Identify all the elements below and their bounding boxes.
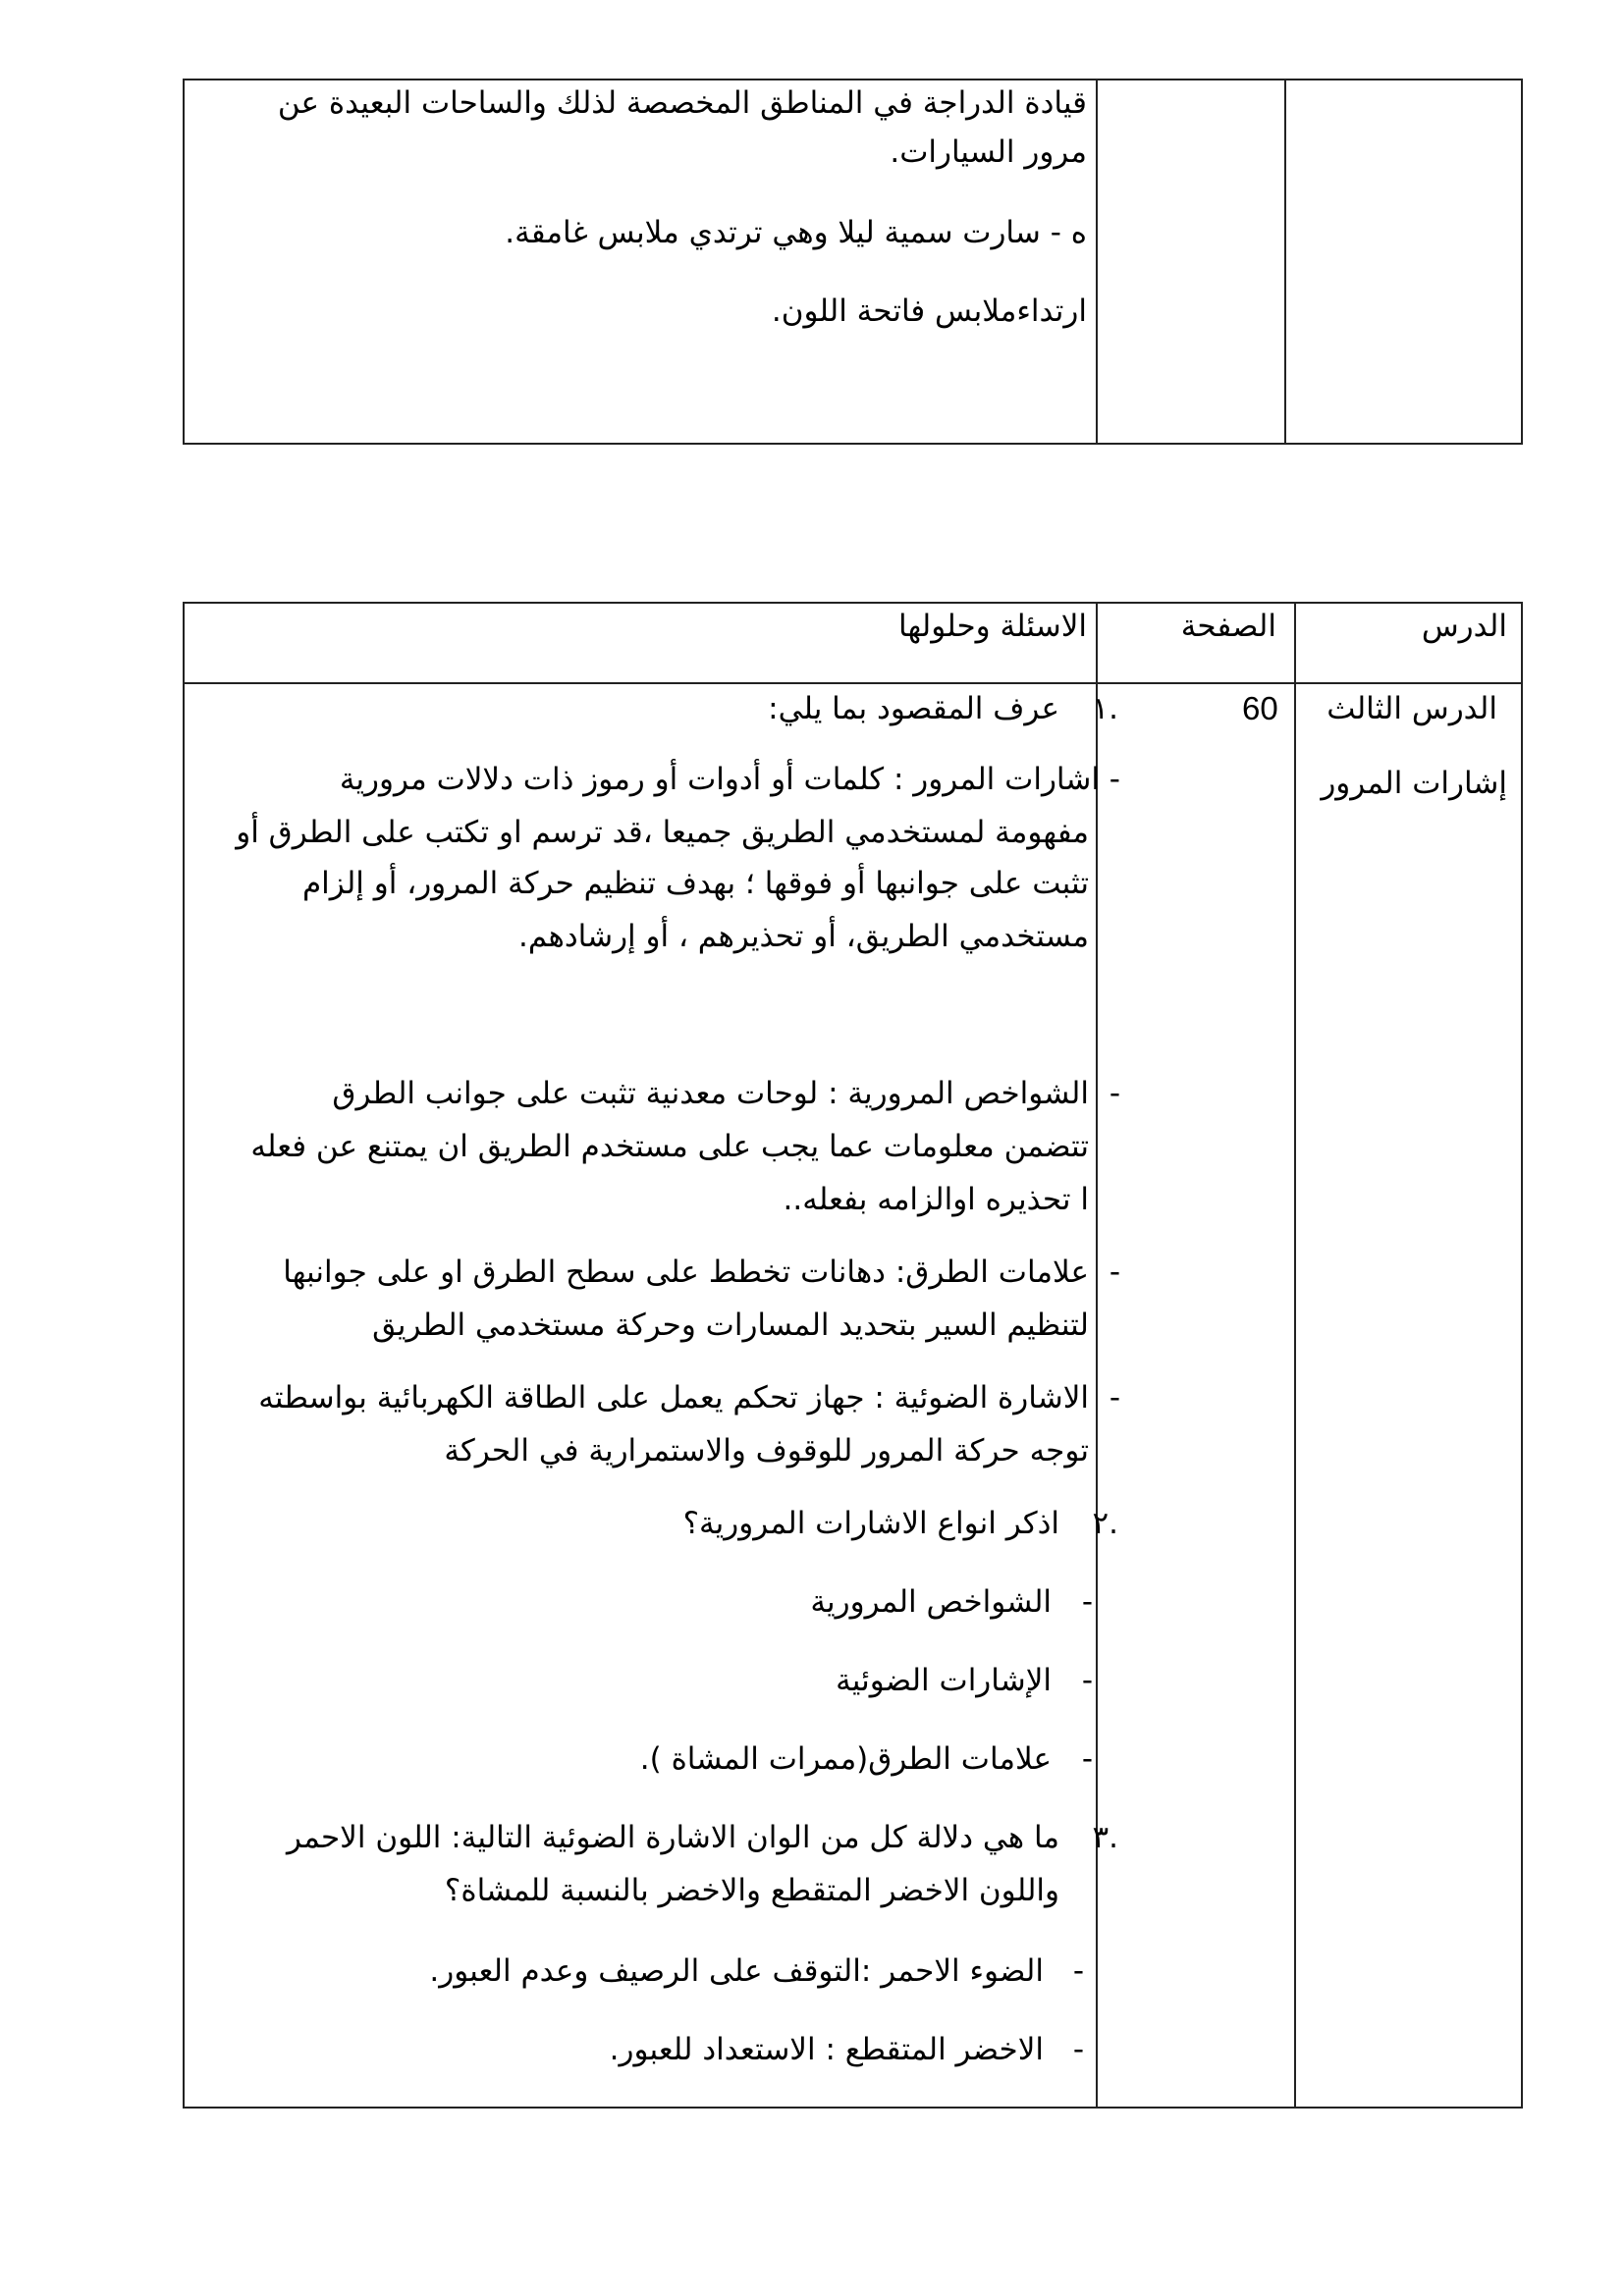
- q2-text: اذكر انواع الاشارات المرورية؟: [682, 1506, 1059, 1541]
- def3-dash: -: [1109, 1255, 1120, 1290]
- q2-answer-1-dash: -: [1081, 1584, 1093, 1620]
- top-table-divider-1: [1096, 80, 1098, 443]
- q2-answer-3-dash: -: [1081, 1741, 1093, 1777]
- def4-line-2: توجه حركة المرور للوقوف والاستمرارية في الحركة: [444, 1433, 1089, 1468]
- def2-dash: -: [1109, 1076, 1120, 1111]
- q3-line-1: ما هي دلالة كل من الوان الاشارة الضوئية التالية: اللون الاحمر: [286, 1820, 1059, 1855]
- q2-answer-2-dash: -: [1081, 1663, 1093, 1698]
- top-line-4: ارتداءملابس فاتحة اللون.: [771, 294, 1087, 329]
- q1-text: عرف المقصود بما يلي:: [768, 691, 1059, 726]
- def1-line-4: مستخدمي الطريق، أو تحذيرهم ، أو إرشادهم.: [518, 919, 1089, 954]
- q2-answer-2: الإشارات الضوئية: [836, 1663, 1052, 1698]
- q3-answer-1: الضوء الاحمر :التوقف على الرصيف وعدم العبور.: [429, 1953, 1044, 1989]
- q2-answer-1: الشواخص المرورية: [810, 1584, 1052, 1620]
- def1-line-2: مفهومة لمستخدمي الطريق جميعا ،قد ترسم او تكتب على الطرق أو: [236, 815, 1089, 850]
- header-lesson: الدرس: [1421, 609, 1507, 644]
- q3-line-2: واللون الاخضر المتقطع والاخضر بالنسبة للمشاة؟: [444, 1873, 1059, 1908]
- def3-line-1: علامات الطرق: دهانات تخطط على سطح الطرق او على جوانبها: [283, 1255, 1089, 1290]
- def3-line-2: لتنظيم السير بتحديد المسارات وحركة مستخدمي الطريق: [372, 1308, 1089, 1343]
- lesson-name: الدرس الثالث: [1326, 691, 1497, 726]
- lesson-title: إشارات المرور: [1321, 766, 1507, 801]
- top-line-2: مرور السيارات.: [890, 134, 1087, 170]
- def4-line-1: الاشارة الضوئية : جهاز تحكم يعمل على الطاقة الكهربائية بواسطته: [258, 1380, 1089, 1415]
- header-page: الصفحة: [1180, 609, 1276, 644]
- main-table-divider-1: [1096, 604, 1098, 2107]
- top-line-3: ه - سارت سمية ليلا وهي ترتدي ملابس غامقة.: [505, 215, 1087, 250]
- def1-line-3: تثبت على جوانبها أو فوقها ؛ بهدف تنظيم حركة المرور، أو إلزام: [301, 866, 1089, 901]
- q3-answer-1-dash: -: [1072, 1953, 1084, 1989]
- q3-number: .٣: [1092, 1820, 1118, 1855]
- top-line-1: قيادة الدراجة في المناطق المخصصة لذلك والساحات البعيدة عن: [277, 85, 1087, 121]
- top-table-divider-2: [1284, 80, 1286, 443]
- q3-answer-2-dash: -: [1072, 2032, 1084, 2067]
- main-table: [183, 602, 1523, 2109]
- page-number: 60: [1242, 690, 1278, 726]
- def2-line-2: تتضمن معلومات عما يجب على مستخدم الطريق ان يمتنع عن فعله: [250, 1129, 1089, 1164]
- main-table-divider-2: [1294, 604, 1296, 2107]
- header-questions: الاسئلة وحلولها: [898, 609, 1087, 644]
- header-row-divider: [185, 682, 1521, 684]
- def1-line-1: - اشارات المرور : كلمات أو أدوات أو رموز ذات دلالات مرورية: [339, 762, 1120, 797]
- q3-answer-2: الاخضر المتقطع : الاستعداد للعبور.: [609, 2032, 1044, 2067]
- q1-number: .١: [1092, 691, 1118, 726]
- q2-answer-3: علامات الطرق(ممرات المشاة ).: [639, 1741, 1052, 1777]
- def4-dash: -: [1109, 1380, 1120, 1415]
- def2-line-1: الشواخص المرورية : لوحات معدنية تثبت على جوانب الطرق: [332, 1076, 1089, 1111]
- q2-number: .٢: [1092, 1506, 1118, 1541]
- def2-line-3: ا تحذيره اوالزامه بفعله..: [783, 1182, 1089, 1217]
- top-table: [183, 79, 1523, 445]
